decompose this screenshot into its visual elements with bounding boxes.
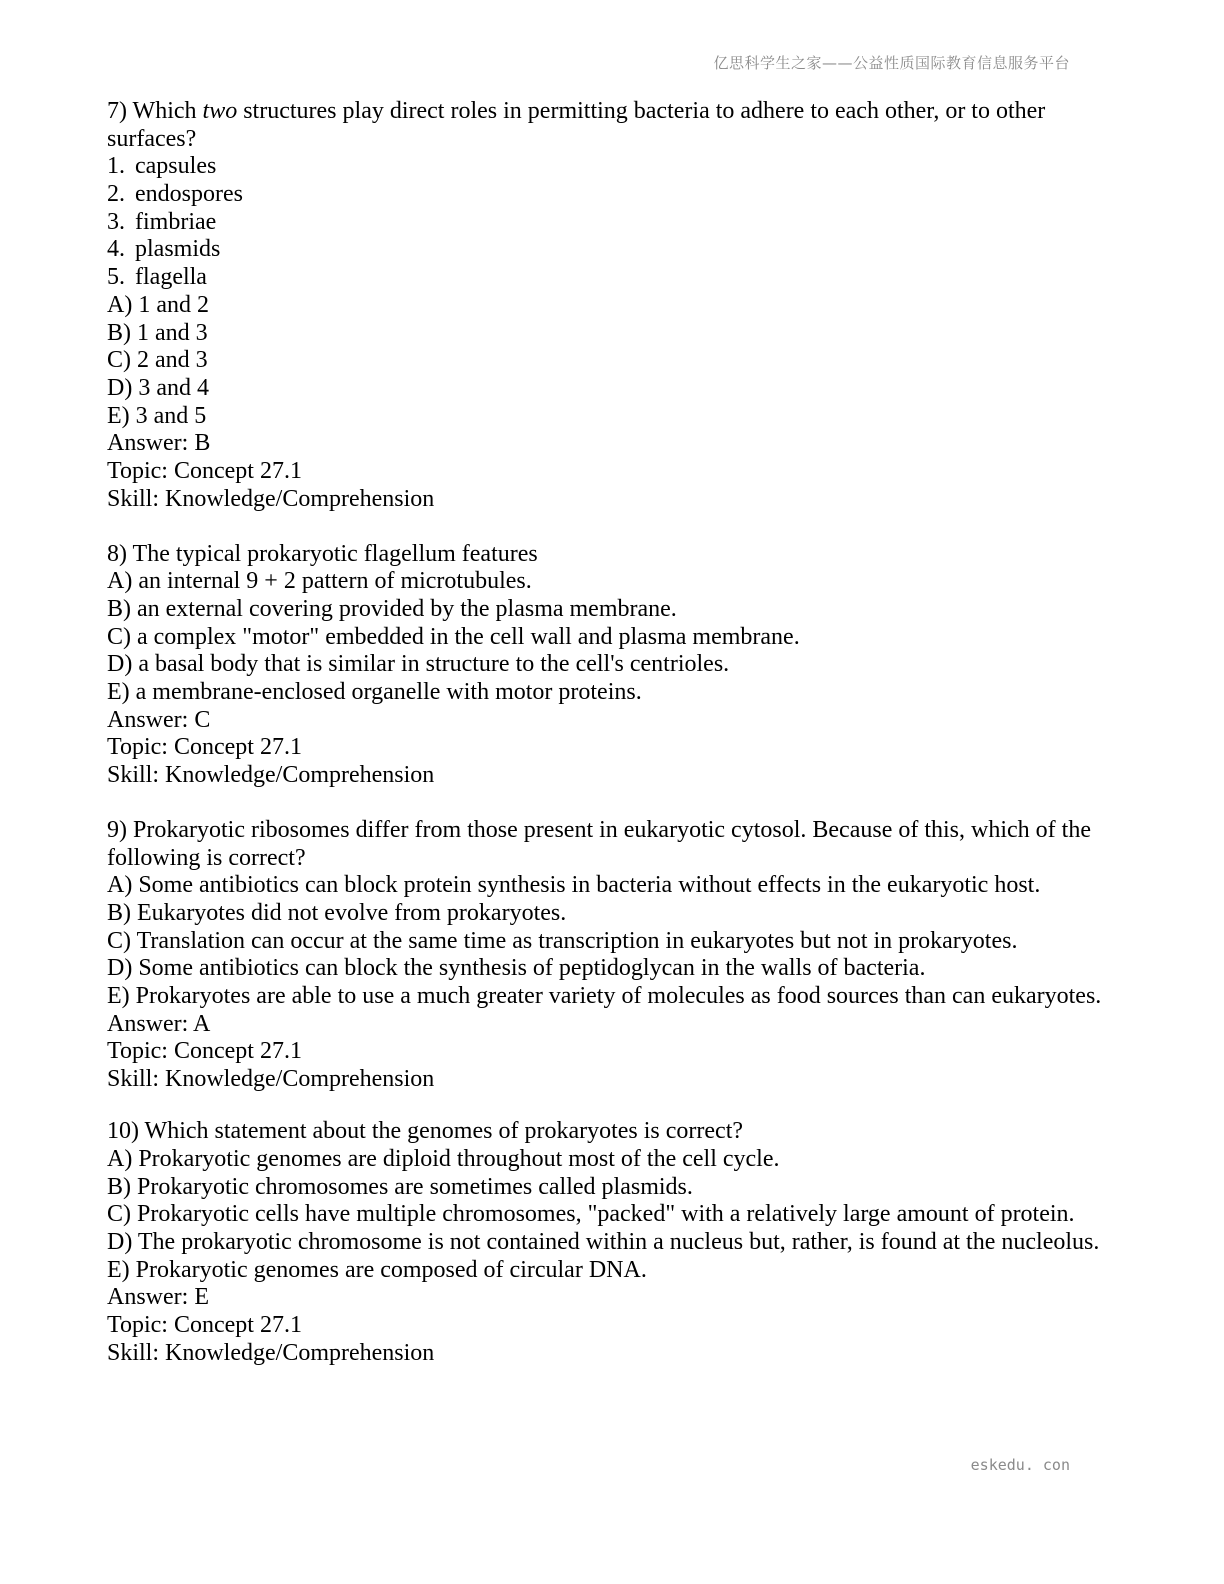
answer-option: C) 2 and 3 bbox=[107, 347, 208, 374]
answer-option: A) Prokaryotic genomes are diploid throughout most of the cell cycle. bbox=[107, 1146, 780, 1172]
answer-option: A) Some antibiotics can block protein synthesis in bacteria without effects in the eukaryotic host. bbox=[107, 872, 1041, 899]
question-10 bbox=[107, 1118, 1107, 1367]
question-8 bbox=[107, 541, 1107, 790]
topic-label: Topic: Concept 27.1 bbox=[107, 1312, 302, 1339]
list-item: 5. flagella bbox=[107, 264, 207, 291]
answer-key: Answer: E bbox=[107, 1284, 209, 1311]
answer-option: E) Prokaryotes are able to use a much greater variety of molecules as food sources than can eukaryotes. bbox=[107, 983, 1102, 1010]
list-item: 3. fimbriae bbox=[107, 208, 217, 235]
skill-label: Skill: Knowledge/Comprehension bbox=[107, 1339, 435, 1366]
list-item: 4. plasmids bbox=[107, 236, 221, 263]
header-watermark: 亿思科学生之家——公益性质国际教育信息服务平台 bbox=[713, 54, 1070, 72]
answer-option: E) a membrane-enclosed organelle with motor proteins. bbox=[107, 678, 642, 705]
question-stem: 9) Prokaryotic ribosomes differ from those present in eukaryotic cytosol. Because of this, which of the following is correct? bbox=[107, 816, 1091, 871]
answer-option: B) 1 and 3 bbox=[107, 319, 208, 346]
answer-option: B) Eukaryotes did not evolve from prokaryotes. bbox=[107, 900, 567, 926]
answer-option: C) Prokaryotic cells have multiple chromosomes, "packed" with a relatively large amount of protein. bbox=[107, 1201, 1075, 1228]
list-item: 1. capsules bbox=[107, 153, 217, 180]
answer-option: D) Some antibiotics can block the synthesis of peptidoglycan in the walls of bacteria. bbox=[107, 955, 926, 982]
answer-option: C) a complex "motor" embedded in the cell wall and plasma membrane. bbox=[107, 623, 800, 650]
answer-option: A) 1 and 2 bbox=[107, 291, 209, 318]
topic-label: Topic: Concept 27.1 bbox=[107, 1038, 302, 1065]
answer-option: D) 3 and 4 bbox=[107, 374, 209, 401]
question-stem: 8) The typical prokaryotic flagellum features bbox=[107, 540, 538, 567]
skill-label: Skill: Knowledge/Comprehension bbox=[107, 762, 435, 789]
answer-option: E) 3 and 5 bbox=[107, 402, 207, 429]
question-stem: 7) Which two structures play direct roles in permitting bacteria to adhere to each other, or to other surfaces? bbox=[107, 98, 1046, 152]
answer-option: D) a basal body that is similar in structure to the cell's centrioles. bbox=[107, 651, 730, 678]
answer-option: B) Prokaryotic chromosomes are sometimes called plasmids. bbox=[107, 1173, 693, 1200]
answer-option: B) an external covering provided by the plasma membrane. bbox=[107, 595, 677, 622]
answer-option: A) an internal 9 + 2 pattern of microtubules. bbox=[107, 568, 532, 595]
question-stem: 10) Which statement about the genomes of prokaryotes is correct? bbox=[107, 1118, 744, 1145]
question-7 bbox=[107, 98, 1107, 513]
answer-key: Answer: A bbox=[107, 1010, 211, 1037]
answer-option: D) The prokaryotic chromosome is not contained within a nucleus but, rather, is found at the nucleolus. bbox=[107, 1229, 1100, 1256]
answer-option: E) Prokaryotic genomes are composed of circular DNA. bbox=[107, 1256, 647, 1283]
skill-label: Skill: Knowledge/Comprehension bbox=[107, 485, 435, 512]
answer-option: C) Translation can occur at the same time as transcription in eukaryotes but not in prokaryotes. bbox=[107, 927, 1018, 954]
list-item: 2. endospores bbox=[107, 181, 243, 208]
topic-label: Topic: Concept 27.1 bbox=[107, 457, 302, 484]
document-body bbox=[107, 98, 1107, 1368]
skill-label: Skill: Knowledge/Comprehension bbox=[107, 1066, 435, 1093]
answer-key: Answer: B bbox=[107, 430, 211, 457]
footer-watermark: eskedu. con bbox=[970, 1456, 1070, 1474]
question-9 bbox=[107, 817, 1107, 1094]
topic-label: Topic: Concept 27.1 bbox=[107, 734, 302, 761]
answer-key: Answer: C bbox=[107, 706, 211, 733]
